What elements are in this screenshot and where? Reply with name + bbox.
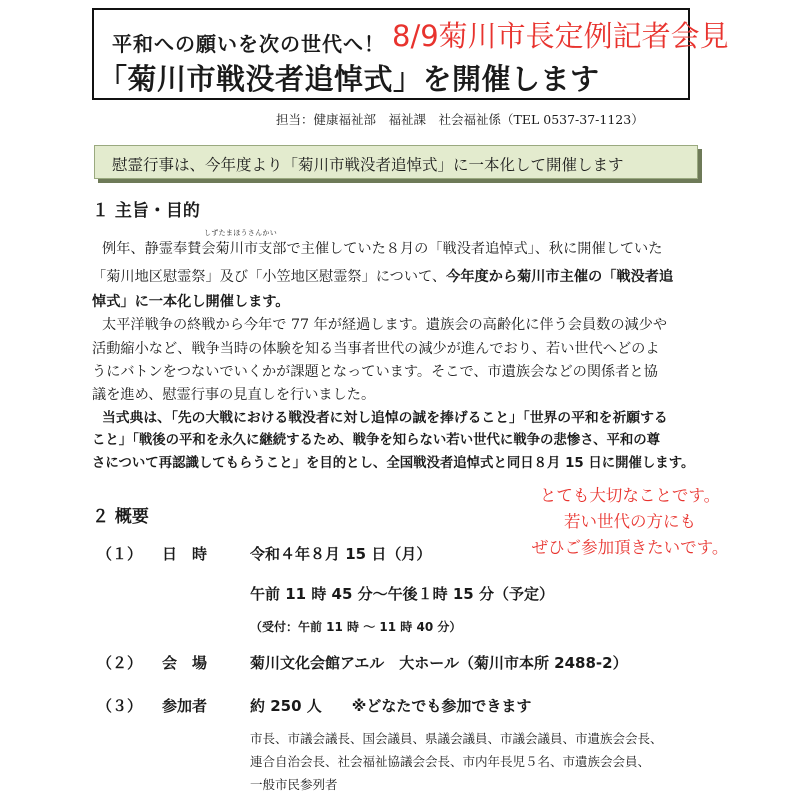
section1-p2-line: 議を進め、慰霊行事の見直しを行いました。 xyxy=(92,387,376,403)
attendees-line: 一般市民参列者 xyxy=(250,777,338,792)
attendees-line: 市長、市議会議長、国会議員、県議会議員、市議会議員、市遺族会会長、 xyxy=(250,731,663,746)
overlay-comment xyxy=(470,483,790,561)
title-main: 「菊川市戦没者追悼式」を開催します xyxy=(98,62,600,96)
section1-p1-text: 「菊川地区慰霊祭」及び「小笠地区慰霊祭」について、 xyxy=(92,269,447,285)
section1-p3-line: 当式典は、「先の大戦における戦没者に対し追悼の誠を捧げること」「世界の平和を祈願する xyxy=(102,410,668,426)
overlay-title: 8/9菊川市長定例記者会見 xyxy=(392,19,729,53)
section1-heading: １ 主旨・目的 xyxy=(92,201,200,221)
item2-venue: 菊川文化会館アエル 大ホール（菊川市本所 2488-2） xyxy=(250,654,628,672)
item1-date: 令和４年８月 15 日（月） xyxy=(250,545,432,563)
contact-line: 担当：健康福祉部 福祉課 社会福祉係（TEL 0537-37-1123） xyxy=(276,112,644,127)
section1-p2-line: 活動縮小など、戦争当時の体験を知る当事者世代の減少が進んでおり、若い世代へどのよ xyxy=(92,341,660,357)
item1-label: 日 時 xyxy=(162,545,208,563)
section2-heading: ２ 概要 xyxy=(92,507,149,527)
section1-p1-line: 例年、静霊奉賛会菊川市支部で主催していた８月の「戦没者追悼式」、秋に開催していた xyxy=(102,241,663,257)
section1-p3-line: さについて再認識してもらうこと」を目的とし、全国戦没者追悼式と同日８月 15 日に開催します。 xyxy=(92,456,695,471)
item3-participants: 約 250 人 ※どなたでも参加できます xyxy=(250,697,532,715)
title-subtitle: 平和への願いを次の世代へ！ xyxy=(112,32,385,56)
section1-p1-line xyxy=(92,266,673,286)
attendees-line: 連合自治会長、社会福祉協議会会長、市内年長児５名、市遺族会会員、 xyxy=(250,754,651,769)
item3-label: 参加者 xyxy=(162,697,208,715)
banner-text: 慰霊行事は、今年度より「菊川市戦没者追悼式」に一本化して開催します xyxy=(112,156,624,174)
section1-p1-line: 悼式」に一本化し開催します。 xyxy=(92,294,290,310)
item3-number: （３） xyxy=(97,697,143,715)
item2-number: （２） xyxy=(97,654,143,672)
item1-time: 午前 11 時 45 分～午後１時 15 分（予定） xyxy=(250,585,554,603)
section1-p1-bold: 今年度から菊川市主催の「戦没者追 xyxy=(446,269,674,285)
overlay-comment-line: ぜひご参加頂きたいです。 xyxy=(531,538,729,557)
item1-reception: （受付：午前 11 時 ～ 11 時 40 分） xyxy=(250,620,462,634)
item1-number: （１） xyxy=(97,545,143,563)
ruby-annotation: しずたまほうさんかい xyxy=(204,229,277,237)
item2-label: 会 場 xyxy=(162,654,208,672)
section1-p2-line: うにバトンをつないでいくかが課題となっています。そこで、市遺族会などの関係者と協 xyxy=(92,364,658,380)
overlay-comment-line: とても大切なことです。 xyxy=(539,486,721,505)
section1-p3-line: こと」「戦後の平和を永久に継続するため、戦争を知らない若い世代に戦争の悲惨さ、平和の尊 xyxy=(92,433,661,448)
section1-p2-line: 太平洋戦争の終戦から今年で 77 年が経過します。遺族会の高齢化に伴う会員数の減少や xyxy=(102,317,668,333)
overlay-comment-line: 若い世代の方にも xyxy=(564,512,696,531)
